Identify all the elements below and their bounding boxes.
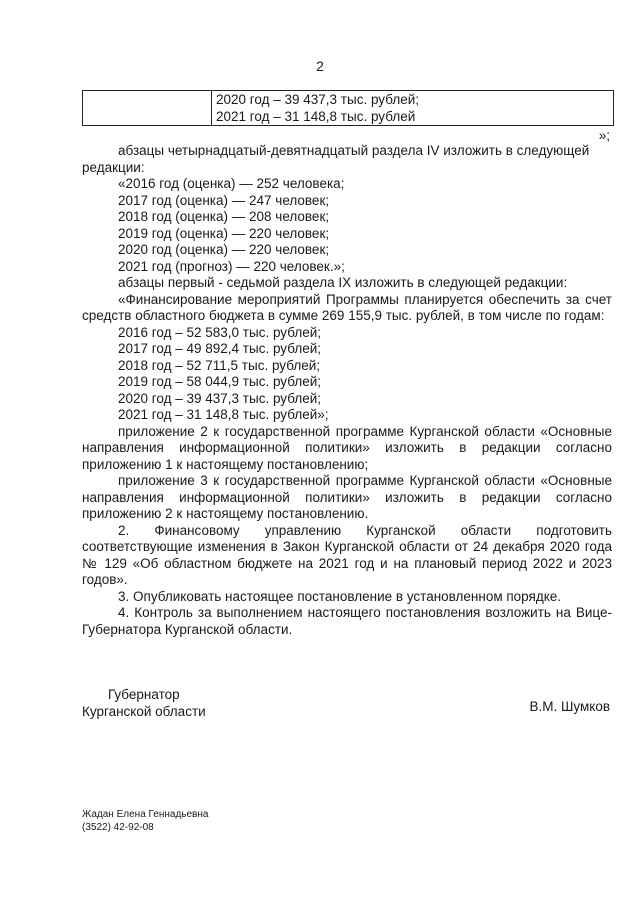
page-number: 2 xyxy=(316,58,324,74)
section-ix-intro: абзацы первый - седьмой раздела IX изложить в следующей редакции: xyxy=(118,275,568,290)
section-iv-intro: абзацы четырнадцатый-девятнадцатый раздела IV изложить в следующей редакции: xyxy=(82,143,590,175)
list-item: 2021 год – 31 148,8 тыс. рублей»; xyxy=(118,407,329,422)
list-item: «2016 год (оценка) — 252 человека; xyxy=(118,176,345,191)
table-row: 2020 год – 39 437,3 тыс. рублей; xyxy=(216,92,420,107)
list-item: 2019 год (оценка) — 220 человек; xyxy=(118,225,330,241)
table-row: 2021 год – 31 148,8 тыс. рублей xyxy=(216,109,416,124)
signatory-title-line: Губернатор xyxy=(108,687,180,702)
list-item: 2016 год – 52 583,0 тыс. рублей; xyxy=(118,324,322,340)
signatory-title-line: Курганской области xyxy=(82,704,206,719)
list-item: 2018 год (оценка) — 208 человек; xyxy=(118,209,330,224)
signatory-title xyxy=(82,686,206,720)
list-item: 2017 год – 49 892,4 тыс. рублей; xyxy=(118,341,322,356)
executor-name: Жадан Елена Геннадьевна xyxy=(82,809,209,820)
item-2-paragraph: 2. Финансовому управлению Курганской области подготовить соответствующие изменения в Закон Курганской области от 24 декабря 2020 года № 129 «Об областном бюджете на 2021 год и на плановый период 2022 и 2023 годов». xyxy=(82,522,612,587)
list-item: 2020 год (оценка) — 220 человек; xyxy=(118,242,330,257)
annex-2-paragraph: приложение 2 к государственной программе Курганской области «Основные направления информационной политики» изложить в редакции согласно приложению 1 к настоящему постановлению; xyxy=(82,423,612,472)
list-item: 2018 год – 52 711,5 тыс. рублей; xyxy=(118,357,321,373)
section-ix-text: «Финансирование мероприятий Программы планируется обеспечить за счет средств областного бюджета в сумме 269 155,9 тыс. рублей, в том числе по годам: xyxy=(82,291,612,323)
list-item: 2019 год – 58 044,9 тыс. рублей; xyxy=(118,374,322,389)
document-body xyxy=(82,143,612,638)
table-empty-cell xyxy=(83,91,212,126)
annex-3-paragraph: приложение 3 к государственной программе Курганской области «Основные направления информационной политики» изложить в редакции согласно приложению 2 к настоящему постановлению. xyxy=(82,473,612,521)
list-item: 2017 год (оценка) — 247 человек; xyxy=(118,192,330,208)
item-4-paragraph: 4. Контроль за выполнением настоящего постановления возложить на Вице-Губернатора Курганской области. xyxy=(82,605,612,637)
executor-phone: (3522) 42-92-08 xyxy=(82,822,154,833)
executor-info xyxy=(82,808,208,834)
budget-table xyxy=(82,90,614,126)
closing-quote: »; xyxy=(598,128,610,143)
table-values-cell xyxy=(212,91,614,126)
item-3-paragraph: 3. Опубликовать настоящее постановление в установленном порядке. xyxy=(118,588,562,604)
signatory-name: В.М. Шумков xyxy=(529,699,610,714)
list-item: 2020 год – 39 437,3 тыс. рублей; xyxy=(118,390,322,406)
list-item: 2021 год (прогноз) — 220 человек.»; xyxy=(118,258,345,274)
